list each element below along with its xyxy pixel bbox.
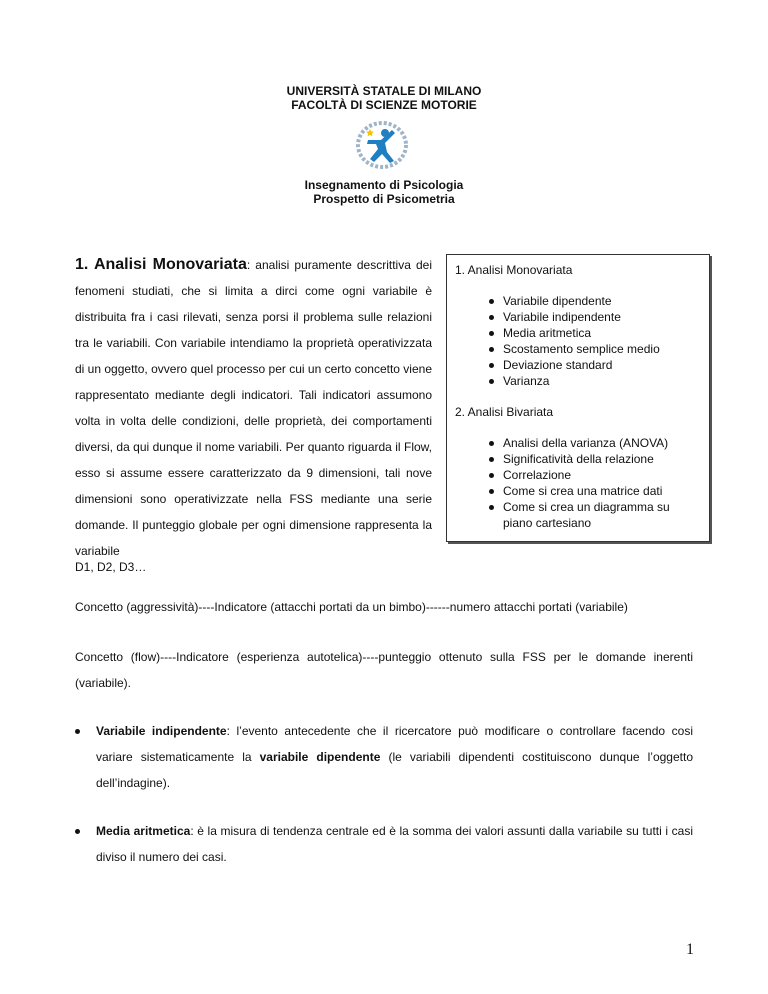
list-bivariata <box>455 435 701 531</box>
page-number: 1 <box>686 941 694 958</box>
faculty-name: FACOLTÀ DI SCIENZE MOTORIE <box>291 98 477 112</box>
definition-text: : l’evento antecedente che il ricercatore può modificare o controllare facendo cosi variare sistematicamente la <box>96 724 693 764</box>
example-aggressivita: Concetto (aggressività)----Indicatore (attacchi portati da un bimbo)------numero attacchi portati (variabile) <box>75 600 628 614</box>
list-item: Analisi della varianza (ANOVA) <box>489 435 701 451</box>
list-item: Variabile indipendente <box>489 309 701 325</box>
list-item: Scostamento semplice medio <box>489 341 701 357</box>
list-item: Correlazione <box>489 467 701 483</box>
section-body: : analisi puramente descrittiva dei fenomeni studiati, che si limita a dirci come ogni variabile è distribuita fra i casi rilevati, senza porsi il problema sulle relazioni tra le variabili. Con variabile intendiamo la proprietà operativizzata di un oggetto, ovvero quel processo per cui un certo concetto viene rappresentato mediante degli indicatori. Tali indicatori assumono volta in volta delle condizioni, delle proprietà, dei comportamenti diversi, da qui dunque il nome variabili. Per quanto riguarda il Flow, esso si assume essere caratterizzato da 9 dimensioni, tali nove dimensioni sono operativizzate nella FSS mediante una serie domande. Il punteggio globale per ogni dimensione rappresenta la variabile <box>75 258 433 558</box>
list-item: Come si crea un diagramma su piano cartesiano <box>489 499 701 531</box>
bullet-icon <box>75 729 80 734</box>
box-title-monovariata: 1. Analisi Monovariata <box>455 263 573 277</box>
course-name: Insegnamento di Psicologia <box>304 178 464 192</box>
term-variabile-indipendente: Variabile indipendente <box>96 724 227 738</box>
bullet-text <box>96 718 693 796</box>
list-item: Varianza <box>489 373 701 389</box>
contents-box <box>446 254 710 542</box>
bullet-variabile-indipendente <box>75 718 693 796</box>
bullet-icon <box>75 829 80 834</box>
section-heading: 1. Analisi Monovariata <box>75 256 247 273</box>
course-subtitle: Prospetto di Psicometria <box>313 192 455 206</box>
term-media-aritmetica: Media aritmetica <box>96 824 191 838</box>
definition-text: (le variabili dipendenti costituiscono dunque l’oggetto dell’indagine). <box>96 750 694 790</box>
definition-text: : è la misura di tendenza centrale ed è la somma dei valori assunti dalla variabile su tutti i casi diviso il numero dei casi. <box>96 824 693 864</box>
box-title-bivariata: 2. Analisi Bivariata <box>455 405 554 419</box>
faculty-logo <box>354 118 410 172</box>
list-item: Media aritmetica <box>489 325 701 341</box>
list-item: Come si crea una matrice dati <box>489 483 701 499</box>
section-monovariata <box>75 252 432 564</box>
university-name: UNIVERSITÀ STATALE DI MILANO <box>286 84 482 98</box>
list-item: Deviazione standard <box>489 357 701 373</box>
list-item: Variabile dipendente <box>489 293 701 309</box>
section-tail: D1, D2, D3… <box>75 560 147 574</box>
bullet-media-aritmetica <box>75 818 693 870</box>
term-variabile-dipendente: variabile dipendente <box>259 750 381 764</box>
example-flow: Concetto (flow)----Indicatore (esperienza autotelica)----punteggio ottenuto sulla FSS per le domande inerenti (variabile). <box>75 650 693 690</box>
document-header <box>0 84 768 112</box>
list-item: Significatività della relazione <box>489 451 701 467</box>
course-title <box>0 178 768 206</box>
list-monovariata <box>455 293 701 389</box>
bullet-text <box>96 818 693 870</box>
